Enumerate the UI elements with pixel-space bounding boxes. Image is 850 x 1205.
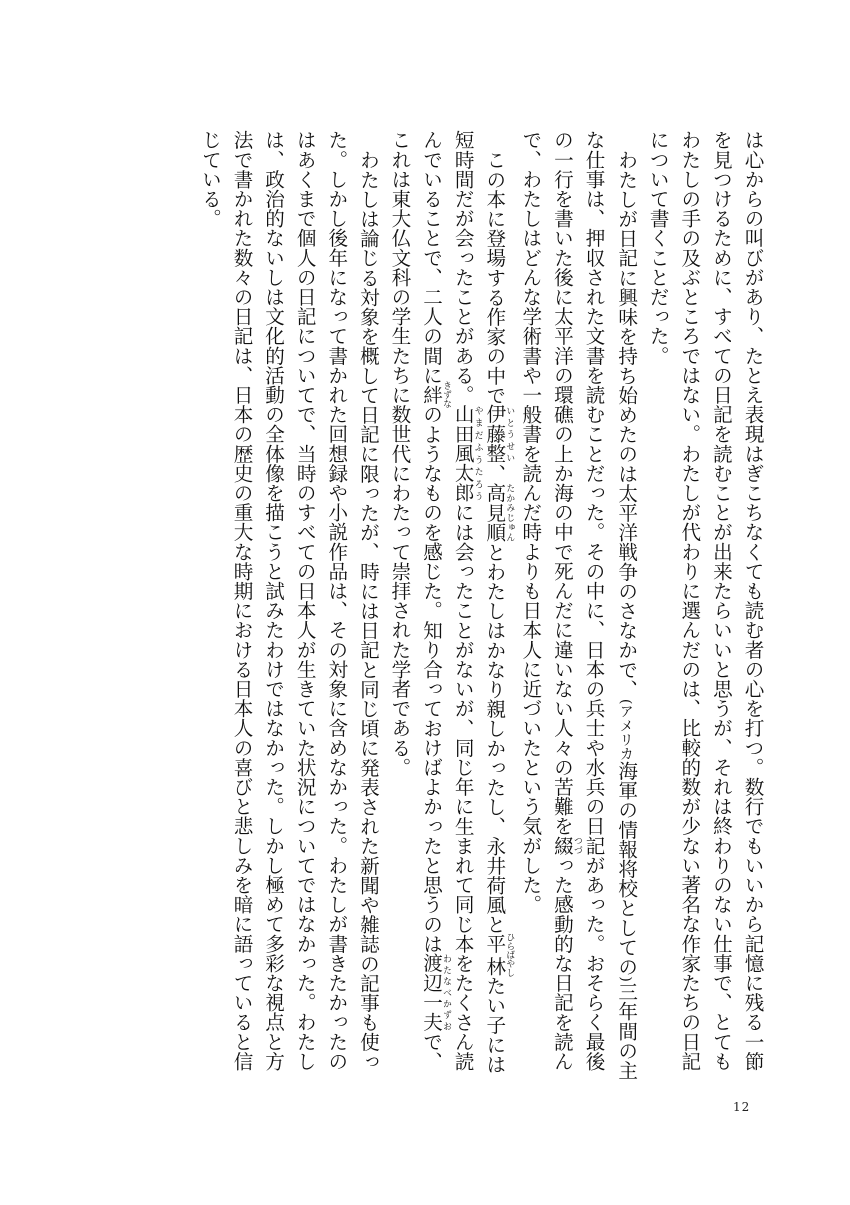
page-number: 12 — [733, 1100, 751, 1114]
paragraph — [194, 130, 384, 1090]
ruby-word — [482, 482, 515, 542]
ruby-base: 平林 — [482, 932, 506, 977]
ruby-word — [419, 953, 452, 1032]
text-run: たい子には短時間だが会ったことがある。 — [451, 130, 506, 1074]
ruby-reading: いとうせい — [504, 404, 515, 464]
text-run: とわたしはかなり親しかったし、永井荷風と — [482, 541, 506, 934]
ruby-base: 高見順 — [482, 482, 506, 542]
text-run: った感動的な日記を読んで、わたしはどんな学術書や一般書を読んだ時よりも日本人に近づいたという気がした。 — [518, 130, 574, 1071]
ruby-reading: たかみじゅん — [504, 482, 515, 542]
ruby-base: 綴 — [550, 835, 574, 856]
paragraph — [383, 130, 514, 1090]
ruby-word — [451, 404, 483, 503]
text-run: のようなものを感じた。知り合っておけばよかったと思うのは — [419, 404, 443, 954]
ruby-base: 渡辺一夫 — [419, 953, 443, 1032]
text-run: わたしが日記に興味を持ち始めたのは太平洋戦争のさなかで、 — [614, 149, 638, 699]
text-run: わたしは論じる対象を概して日記に限ったが、時には日記と同じ頃に発表された新聞や雑誌の記事も使った。しかし後年になって書かれた回想録や小説作品は、その対象に含めなかった。わたしが書きたかったのはあくまで個人の日記についてで、当時のすべての日本人が生きていた状況についてではなかった。わたしは、政治的ないしは文化的活動の全体像を描こうと試みたわけではなかった。しかし極めて多彩な視点と方法で書かれた数々の日記は、日本の歴史の重大な時期における日本人の喜びと悲しみを暗に語っていると信じている。 — [198, 130, 380, 1071]
ruby-base: 絆 — [419, 381, 443, 408]
ruby-reading: ひらばやし — [504, 932, 515, 977]
text-run: で、これは東大仏文科の学生たちに数世代にわたって崇拝された学者である。 — [387, 130, 443, 1071]
ruby-base: 山田風太郎 — [451, 404, 475, 503]
ruby-word — [482, 932, 515, 977]
text-run: この本に登場する作家の中で — [482, 149, 506, 405]
text-run: は心からの叫びがあり、たとえ表現はぎこちなくても読む者の心を打つ。数行でもいいから記憶に残る一節を見つけるために、すべての日記を読むことが出来たらいいと思うが、それは終わりのない仕事で、とてもわたしの手の及ぶところではない。わたしが代わりに選んだのは、比較的数が少ない著名な作家たちの日記について書くことだった。 — [646, 130, 764, 1071]
text-run: 海軍の情報将校としての — [614, 760, 638, 976]
vertical-body-text — [168, 130, 768, 1090]
ruby-word — [419, 381, 452, 408]
small-text-run: (アメリカ — [617, 698, 634, 761]
small-text-run: ) — [617, 975, 634, 982]
paragraph — [514, 130, 641, 1090]
ruby-reading: つづ — [571, 835, 582, 856]
ruby-word — [550, 835, 582, 856]
ruby-word — [482, 404, 515, 464]
text-run: 、 — [482, 463, 506, 483]
paragraph — [642, 130, 768, 1090]
text-run: には会ったことがないが、同じ年に生まれて同じ本をたくさん読んでいることで、二人の間に — [419, 130, 475, 1071]
ruby-reading: わたなべかずお — [441, 953, 452, 1032]
ruby-reading: きずな — [441, 381, 452, 408]
ruby-reading: やまだふうたろう — [472, 404, 483, 503]
text-run: 三年間の主な仕事は、押収された文書を読むことだった。その中に、日本の兵士や水兵の日記があった。おそらく最後の一行を書いた後に太平洋の環礁の上か海の中で死んだに違いない人々の苦難を — [550, 130, 638, 1080]
ruby-base: 伊藤整 — [482, 404, 506, 464]
